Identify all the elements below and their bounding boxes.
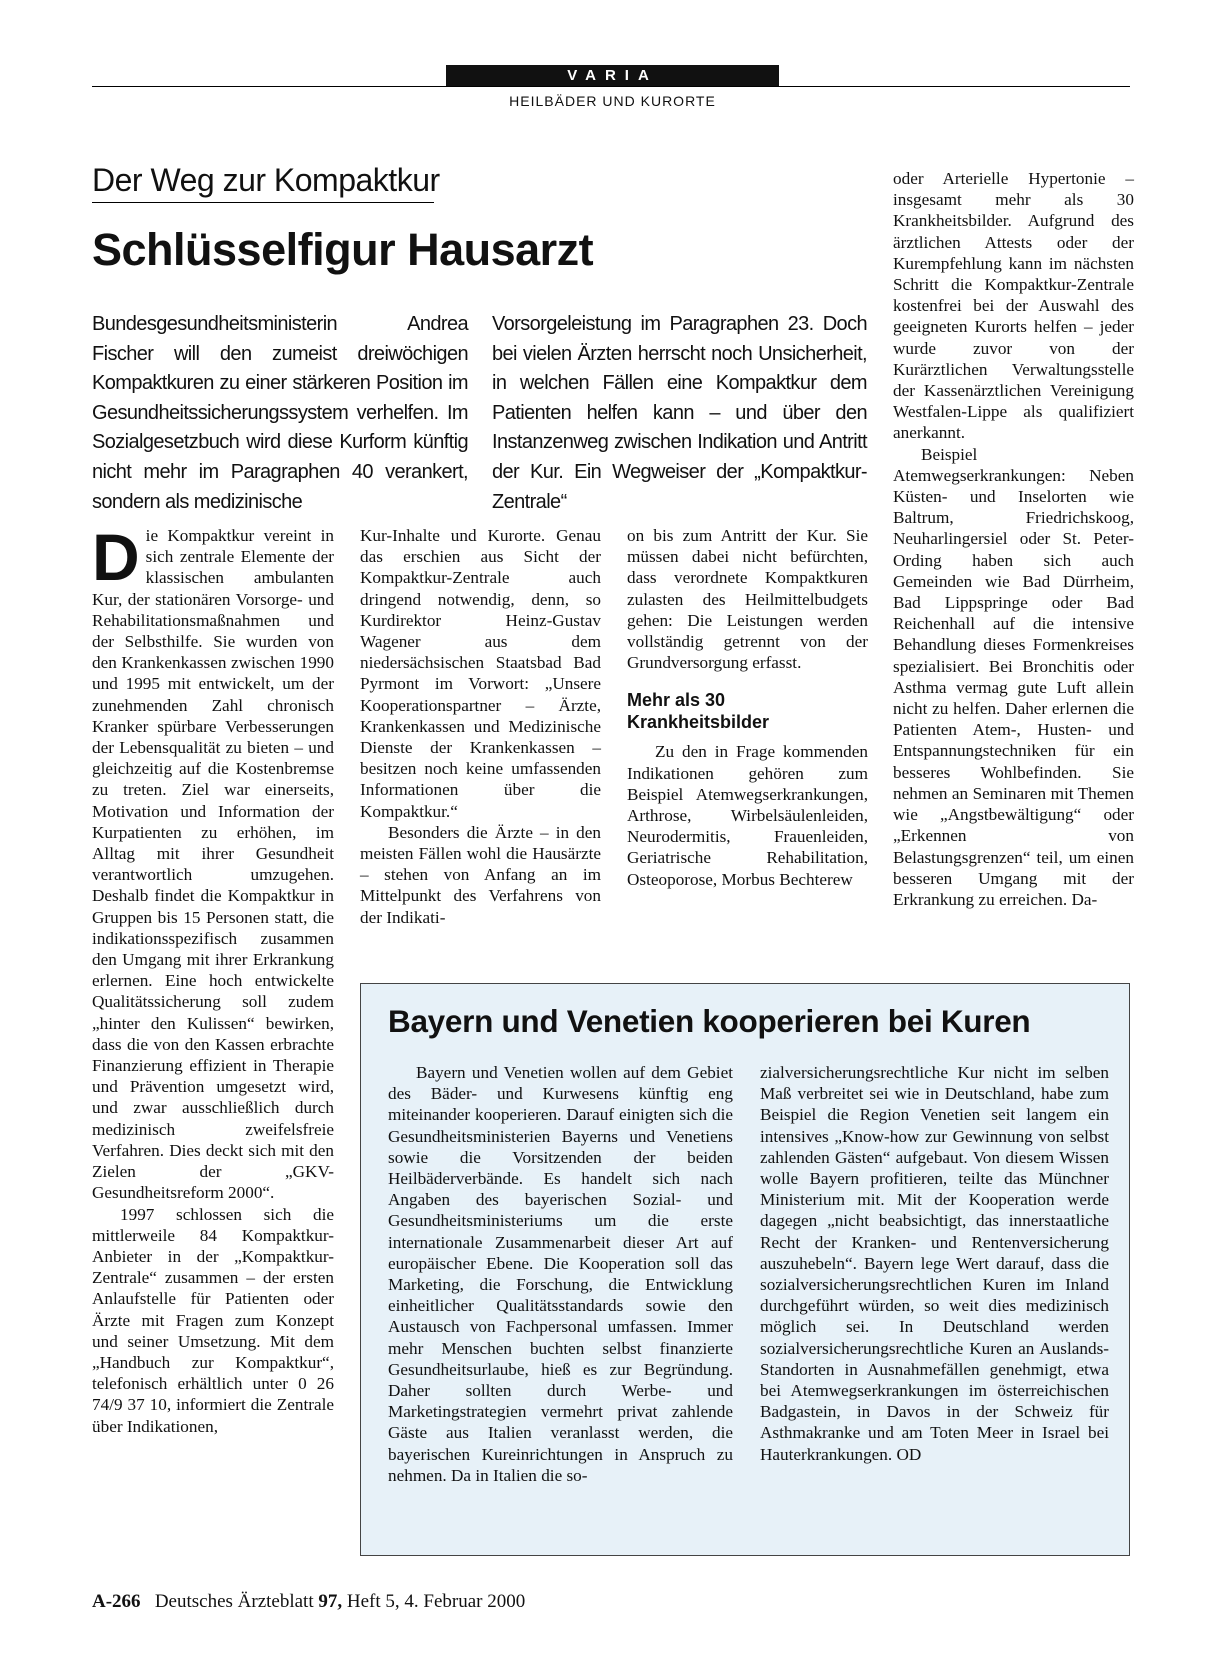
page-number: A-266: [92, 1591, 141, 1612]
body-paragraph: on bis zum Antritt der Kur. Sie müssen dabei nicht befürchten, dass verordnete Kompaktkuren zulasten des Heilmittelbudgets gehen: Die Leistungen werden vollständig getrennt von der Grundversorgung erfasst.: [627, 526, 868, 673]
lead-column-1: Bundesgesundheitsministerin Andrea Fischer will den zumeist dreiwöchigen Kompaktkuren zu einer stärkeren Position im Gesundheitssicherungssystem verhelfen. Im Sozialgesetzbuch wird diese Kurform künftig nicht mehr im Paragraphen 40 verankert, sondern als medizinische: [92, 313, 468, 513]
lead-column-2: Vorsorgeleistung im Paragraphen 23. Doch bei vielen Ärzten herrscht noch Unsicherheit, in welchen Fällen eine Kompaktkur dem Patienten helfen kann – und über den Instanzenweg zwischen Indikation und Antritt der Kur. Ein Wegweiser der „Kompaktkur-Zentrale“: [492, 313, 867, 513]
journal-name: Deutsches Ärzteblatt: [154, 1591, 314, 1612]
journal-volume: 97,: [318, 1591, 343, 1612]
journal-issue: Heft 5, 4. Februar 2000: [346, 1591, 526, 1612]
header-rule: [92, 86, 1130, 87]
body-column-1: [92, 520, 334, 1437]
body-paragraph: Beispiel Atemwegserkrankungen: Neben Küsten- und Inselorten wie Baltrum, Friedrichskoog, Neuharlingersiel oder St. Peter-Ording haben sich auch Gemeinden wie Bad Dürrheim, Bad Lippspringe oder Bad Reichenhall auf die intensive Behandlung dieses Formenkreises spezialisiert. Bei Bronchitis oder Asthma vermag gute Luft allein nicht zu helfen. Daher erlernen die Patienten Atem-, Husten- und Entspannungstechniken für ein besseres Wohlbefinden. Sie nehmen an Seminaren mit Themen wie „Angstbewältigung“ oder „Erkennen von Belastungsgrenzen“ teil, um einen besseren Umgang mit der Erkrankung zu erreichen. Da-: [893, 444, 1134, 909]
box-paragraph: zialversicherungsrechtliche Kur nicht im selben Maß verbreitet sei wie in Deutschland, habe zum Beispiel die Region Venetien seit langem ein intensives „Know-how zur Gewinnung von selbst zahlenden Gästen“ aufgebaut. Von diesem Wissen wolle Bayern profitieren, teilte das Münchner Ministerium mit. Mit der Kooperation werde dagegen „nicht beabsichtigt, das innerstaatliche Recht der Kranken- und Rentenversicherung auszuhebeln“. Bayern lege Wert darauf, dass die sozialversicherungsrechtlichen Kuren im Inland durchgeführt würden, so weit dies medizinisch möglich sei. In Deutschland werden sozialversicherungsrechtliche Kuren an Auslands-Standorten in Ausnahmefällen genehmigt, etwa bei Atemwegserkrankungen im österreichischen Badgastein, in Davos in der Schweiz für Asthmakranke und am Toten Meer in Israel bei Hauterkrankungen. OD: [760, 1063, 1109, 1464]
body-column-2: [360, 525, 601, 928]
box-paragraph: Bayern und Venetien wollen auf dem Gebiet des Bäder- und Kurwesens künftig eng miteinander kooperieren. Darauf einigten sich die Gesundheitsministerien Bayerns und Venetiens sowie die Vorsitzenden der beiden Heilbäderverbände. Es handelt sich nach Angaben des bayerischen Sozial- und Gesundheitsministeriums um die erste internationale Zusammenarbeit dieser Art auf europäischer Ebene. Die Kooperation soll das Marketing, die Forschung, die Entwicklung einheitlicher Qualitätsstandards sowie den Austausch von Fachpersonal umfassen. Immer mehr Menschen buchten selbst finanzierte Gesundheitsurlaube, hieß es zur Begründung. Daher sollten durch Werbe- und Marketingstrategien vermehrt privat zahlende Gäste aus Italien veranlasst werden, die bayerischen Kureinrichtungen in Anspruch zu nehmen. Da in Italien die so-: [388, 1063, 733, 1485]
body-paragraph: Kur-Inhalte und Kurorte. Genau das erschien aus Sicht der Kompaktkur-Zentrale auch dringend notwendig, denn, so Kurdirektor Heinz-Gustav Wagener aus dem niedersächsischen Staatsbad Bad Pyrmont im Vorwort: „Unsere Kooperationspartner – Ärzte, Krankenkassen und Medizinische Dienste der Krankenkassen – besitzen noch keine umfassenden Informationen über die Kompaktkur.“: [360, 526, 601, 821]
page-footer: [92, 1591, 525, 1613]
section-label: VARIA: [446, 65, 779, 86]
body-paragraph: oder Arterielle Hypertonie – insgesamt mehr als 30 Krankheitsbilder. Aufgrund des ärztlichen Attests oder der Kurempfehlung kann im nächsten Schritt die Kompaktkur-Zentrale kostenfrei bei der Auswahl des geeigneten Kurorts helfen – jeder wurde zuvor von der Kurärztlichen Verwaltungsstelle der Kassenärztlichen Vereinigung Westfalen-Lippe als qualifiziert anerkannt.: [893, 169, 1134, 443]
subheading: Mehr als 30 Krankheitsbilder: [627, 690, 770, 733]
box-column-2: [760, 1062, 1109, 1465]
article-headline: Schlüsselfigur Hausarzt: [92, 224, 594, 275]
kicker-underline: [92, 202, 434, 203]
article-kicker: Der Weg zur Kompaktkur: [92, 162, 440, 198]
body-column-3: [627, 525, 868, 890]
body-paragraph: Besonders die Ärzte – in den meisten Fällen wohl die Hausärzte – stehen von Anfang an im Mittelpunkt des Verfahrens von der Indikati-: [360, 822, 601, 927]
subsection-label: HEILBÄDER UND KURORTE: [509, 93, 716, 109]
drop-cap: D: [92, 520, 140, 594]
body-paragraph: ie Kompaktkur vereint in sich zentrale Elemente der klassischen ambulanten Kur, der stationären Vorsorge- und Rehabilitationsmaßnahmen und der Selbsthilfe. Sie wurden von den Krankenkassen zwischen 1990 und 1995 mit entwickelt, um der zunehmenden Zahl chronisch Kranker spürbare Verbesserungen der Lebensqualität zu bieten – und gleichzeitig auf die Kostenbremse zu treten. Ziel war einerseits, Motivation und Information der Kurpatienten zu erhöhen, im Alltag mit ihrer Gesundheit verantwortlich umzugehen. Deshalb findet die Kompaktkur in Gruppen bis 15 Personen statt, die indikationsspezifisch zusammen den Umgang mit ihrer Erkrankung erlernen. Eine hoch entwickelte Qualitätssicherung soll zudem „hinter den Kulissen“ bewirken, dass die von den Kassen erbrachte Finanzierung effizient in Therapie und Prävention umgesetzt wird, und zwar ausschließlich durch medizinisch zweifelsfreie Verfahren. Dies deckt sich mit den Zielen der „GKV-Gesundheitsreform 2000“.: [92, 526, 334, 1203]
box-column-1: [388, 1062, 733, 1486]
body-paragraph: 1997 schlossen sich die mittlerweile 84 Kompaktkur-Anbieter in der „Kompaktkur-Zentrale“ zusammen – der ersten Anlaufstelle für Patienten oder Ärzte mit Fragen zum Konzept und seiner Umsetzung. Mit dem „Handbuch zur Kompaktkur“, telefonisch erhältlich unter 0 26 74/9 37 10, informiert die Zentrale über Indikationen,: [92, 1204, 334, 1436]
body-paragraph: Zu den in Frage kommenden Indikationen gehören zum Beispiel Atemwegserkrankungen, Arthrose, Wirbelsäulenleiden, Neurodermitis, Frauenleiden, Geriatrische Rehabilitation, Osteoporose, Morbus Bechterew: [627, 742, 868, 889]
body-column-4: [893, 168, 1134, 910]
box-headline: Bayern und Venetien kooperieren bei Kuren: [388, 1003, 1031, 1039]
